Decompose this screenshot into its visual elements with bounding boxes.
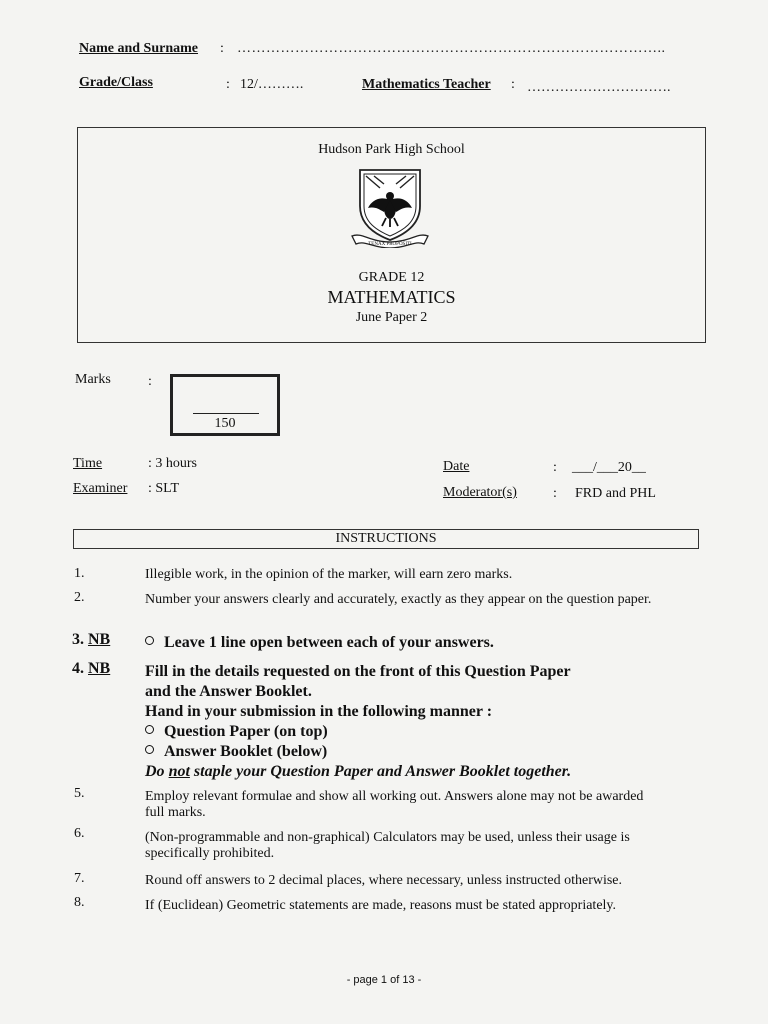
moderator-value: FRD and PHL <box>575 486 656 501</box>
marks-label: Marks <box>75 372 111 387</box>
subject-heading: MATHEMATICS <box>327 287 456 307</box>
instruction-text: (Non-programmable and non-graphical) Calculators may be used, unless their usage is specifically prohibited. <box>145 830 630 861</box>
grade-separator: : <box>226 77 230 92</box>
teacher-field-dots: …………………………. <box>527 80 671 95</box>
nb-marker: NB <box>88 631 111 648</box>
instruction-warning <box>145 762 705 782</box>
marks-box <box>170 374 280 436</box>
name-separator: : <box>220 41 224 56</box>
instruction-text: Employ relevant formulae and show all working out. Answers alone may not be awarded full marks. <box>145 789 644 820</box>
instruction-number: 3. <box>72 631 84 648</box>
date-value: ___/___20__ <box>572 460 646 475</box>
examiner-label: Examiner <box>73 481 128 496</box>
bullet-text: Answer Booklet (below) <box>164 743 328 760</box>
school-name: Hudson Park High School <box>318 142 465 157</box>
warning-part: staple your Question Paper and Answer Booklet together. <box>189 763 572 780</box>
instruction-nb-text <box>145 633 705 653</box>
instruction-number: 2. <box>74 590 85 605</box>
grade-value: 12/………. <box>240 77 304 92</box>
instruction-text: Illegible work, in the opinion of the marker, will earn zero marks. <box>145 567 513 582</box>
teacher-label: Mathematics Teacher <box>362 77 491 92</box>
date-label: Date <box>443 459 470 474</box>
instruction-number: 6. <box>74 826 85 841</box>
teacher-separator: : <box>511 77 515 92</box>
instruction-text: Leave 1 line open between each of your answers. <box>164 634 494 651</box>
warning-emphasis: not <box>168 763 190 780</box>
instruction-number: 5. <box>74 786 85 801</box>
instruction-text: If (Euclidean) Geometric statements are made, reasons must be stated appropriately. <box>145 898 617 913</box>
instruction-number: 1. <box>74 566 85 581</box>
instruction-line: Hand in your submission in the following manner : <box>145 703 493 720</box>
time-label: Time <box>73 456 103 471</box>
marks-total: 150 <box>214 416 236 431</box>
marks-score-line <box>193 413 259 414</box>
page-number: - page 1 of 13 - <box>346 974 422 986</box>
name-field-dots: …………………………………………………………………………….. <box>237 41 666 56</box>
instruction-nb-block <box>145 662 705 782</box>
instruction-number: 4. <box>72 660 84 677</box>
instruction-text: Number your answers clearly and accurately, exactly as they appear on the question paper. <box>145 592 652 607</box>
instruction-bullet-line <box>145 742 705 762</box>
school-crest-logo <box>350 166 430 248</box>
bullet-icon <box>145 745 154 754</box>
instruction-number-nb <box>72 660 110 678</box>
crest-motto: TENAX PROPOSITI <box>368 242 412 247</box>
nb-marker: NB <box>88 660 111 677</box>
bullet-icon <box>145 636 154 645</box>
school-title-box <box>77 127 706 343</box>
bullet-icon <box>145 725 154 734</box>
instruction-bullet-line <box>145 722 705 742</box>
time-value: : 3 hours <box>148 456 197 471</box>
examiner-value: : SLT <box>148 481 179 496</box>
grade-label: Grade/Class <box>79 75 153 90</box>
moderator-label: Moderator(s) <box>443 485 517 500</box>
marks-separator: : <box>148 374 152 389</box>
instruction-number: 7. <box>74 871 85 886</box>
instructions-heading: INSTRUCTIONS <box>73 529 699 549</box>
bullet-text: Question Paper (on top) <box>164 723 328 740</box>
moderator-separator: : <box>553 486 557 501</box>
paper-heading: June Paper 2 <box>355 310 428 325</box>
instruction-number: 8. <box>74 895 85 910</box>
instruction-number-nb <box>72 631 110 649</box>
instruction-line: and the Answer Booklet. <box>145 683 312 700</box>
warning-part: Do <box>145 763 169 780</box>
instruction-text: Round off answers to 2 decimal places, where necessary, unless instructed otherwise. <box>145 873 623 888</box>
name-label: Name and Surname <box>79 41 199 56</box>
instruction-line: Fill in the details requested on the front of this Question Paper <box>145 663 571 680</box>
grade-heading: GRADE 12 <box>358 270 425 285</box>
date-separator: : <box>553 460 557 475</box>
